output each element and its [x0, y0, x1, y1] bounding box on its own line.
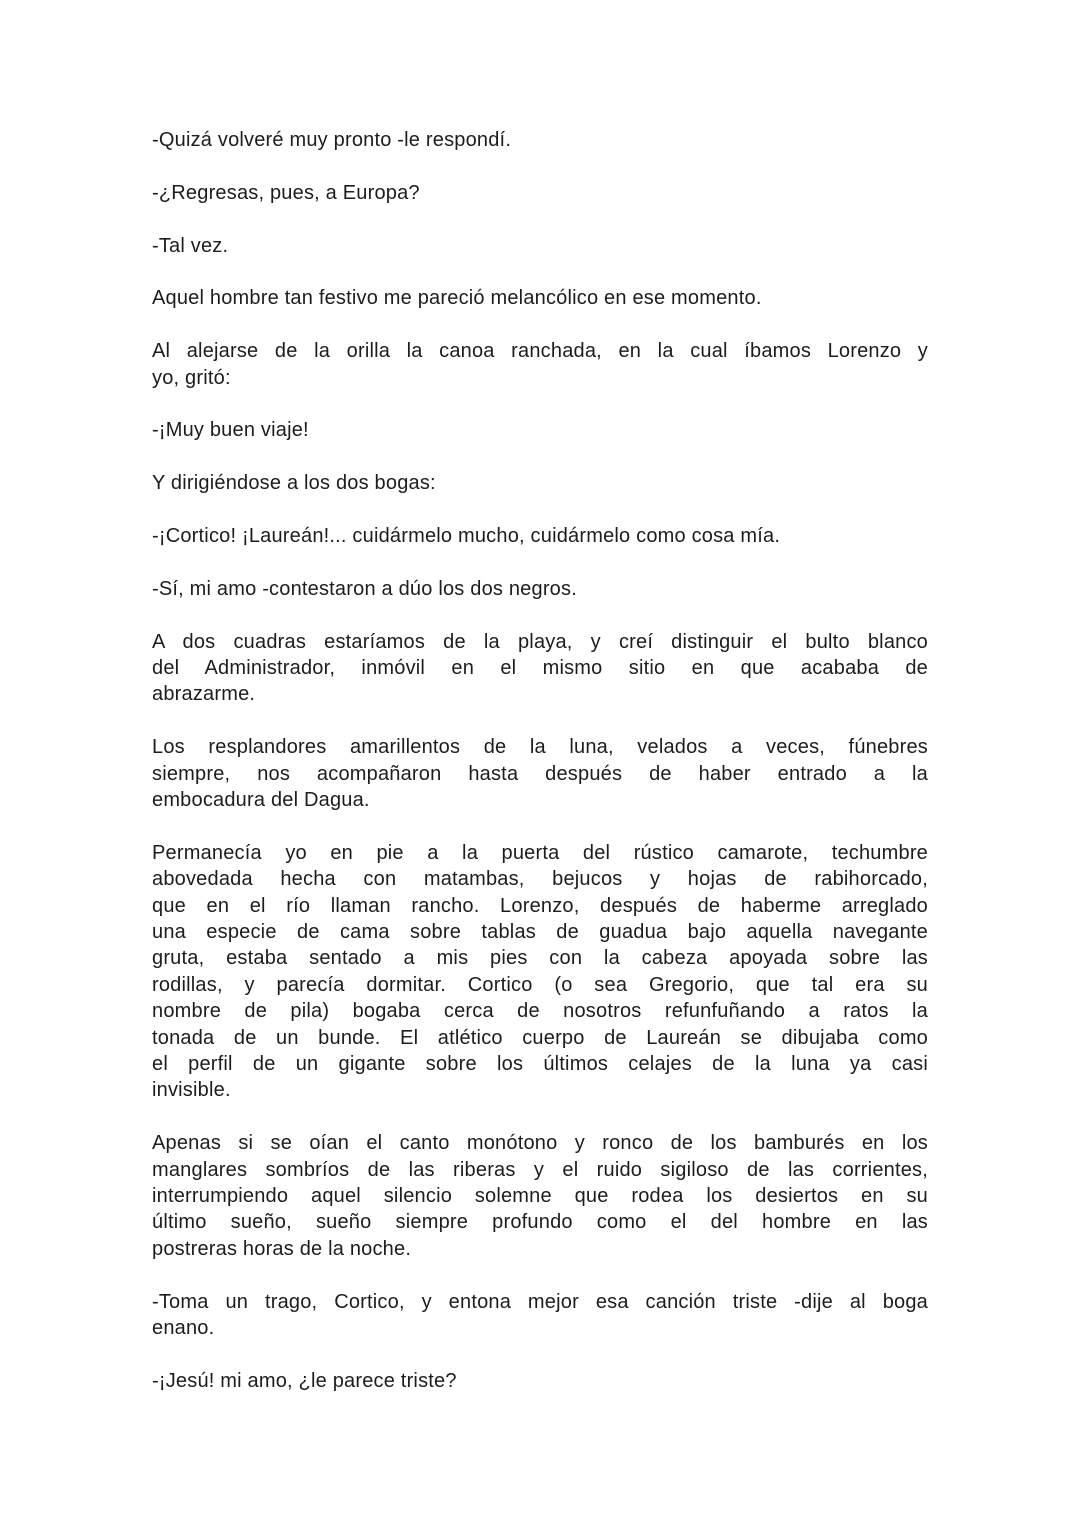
- text-line: manglares sombríos de las riberas y el ruido sigiloso de las corrientes,: [152, 1158, 928, 1181]
- text-line: Apenas si se oían el canto monótono y ronco de los bamburés en los: [152, 1132, 928, 1155]
- text-line: rodillas, y parecía dormitar. Cortico (o sea Gregorio, que tal era su: [152, 973, 928, 996]
- text-line: Permanecía yo en pie a la puerta del rústico camarote, techumbre: [152, 841, 928, 864]
- text-line: -¿Regresas, pues, a Europa?: [152, 181, 420, 204]
- paragraph: [152, 734, 928, 813]
- text-line: el perfil de un gigante sobre los últimos celajes de la luna ya casi: [152, 1053, 928, 1076]
- paragraph: [152, 127, 928, 153]
- text-line: -Quizá volveré muy pronto -le respondí.: [152, 129, 512, 151]
- paragraph: [152, 233, 928, 259]
- text-line: Aquel hombre tan festivo me pareció melancólico en ese momento.: [152, 287, 762, 310]
- text-line: A dos cuadras estaríamos de la playa, y creí distinguir el bulto blanco: [152, 630, 928, 653]
- text-line: abrazarme.: [152, 683, 256, 706]
- text-line: yo, gritó:: [152, 366, 231, 389]
- text-line: una especie de cama sobre tablas de guadua bajo aquella navegante: [152, 921, 928, 944]
- text-line: siempre, nos acompañaron hasta después de haber entrado a la: [152, 762, 928, 785]
- paragraph: [152, 1130, 928, 1262]
- paragraph: [152, 1289, 928, 1342]
- paragraph: [152, 1368, 928, 1394]
- text-line: Los resplandores amarillentos de la luna, velados a veces, fúnebres: [152, 736, 928, 759]
- text-line: -¡Cortico! ¡Laureán!... cuidármelo mucho, cuidármelo como cosa mía.: [152, 524, 781, 547]
- text-line: Y dirigiéndose a los dos bogas:: [152, 472, 436, 495]
- text-line: -Sí, mi amo -contestaron a dúo los dos negros.: [152, 577, 577, 600]
- text-line: que en el río llaman rancho. Lorenzo, después de haberme arreglado: [152, 894, 928, 917]
- paragraph: [152, 523, 928, 549]
- paragraph: [152, 629, 928, 708]
- text-line: abovedada hecha con matambas, bejucos y hojas de rabihorcado,: [152, 868, 928, 891]
- text-line: último sueño, sueño siempre profundo como el del hombre en las: [152, 1211, 928, 1234]
- paragraph: [152, 470, 928, 496]
- text-body: [152, 127, 928, 1394]
- text-line: -¡Muy buen viaje!: [152, 419, 309, 442]
- text-line: gruta, estaba sentado a mis pies con la cabeza apoyada sobre las: [152, 947, 928, 970]
- text-line: nombre de pila) bogaba cerca de nosotros refunfuñando a ratos la: [152, 1000, 928, 1023]
- paragraph: [152, 180, 928, 206]
- text-line: -Tal vez.: [152, 234, 229, 257]
- paragraph: [152, 338, 928, 391]
- paragraph: [152, 285, 928, 311]
- text-line: enano.: [152, 1317, 215, 1340]
- text-line: postreras horas de la noche.: [152, 1237, 412, 1260]
- paragraph: [152, 840, 928, 1104]
- paragraph: [152, 576, 928, 602]
- text-line: -Toma un trago, Cortico, y entona mejor esa canción triste -dije al boga: [152, 1290, 928, 1313]
- text-line: -¡Jesú! mi amo, ¿le parece triste?: [152, 1369, 457, 1392]
- paragraph: [152, 417, 928, 443]
- text-line: interrumpiendo aquel silencio solemne que rodea los desiertos en su: [152, 1185, 928, 1208]
- text-line: invisible.: [152, 1079, 231, 1102]
- text-line: del Administrador, inmóvil en el mismo sitio en que acababa de: [152, 656, 928, 679]
- text-line: embocadura del Dagua.: [152, 789, 370, 811]
- text-line: tonada de un bunde. El atlético cuerpo de Laureán se dibujaba como: [152, 1026, 928, 1049]
- text-line: Al alejarse de la orilla la canoa ranchada, en la cual íbamos Lorenzo y: [152, 340, 928, 363]
